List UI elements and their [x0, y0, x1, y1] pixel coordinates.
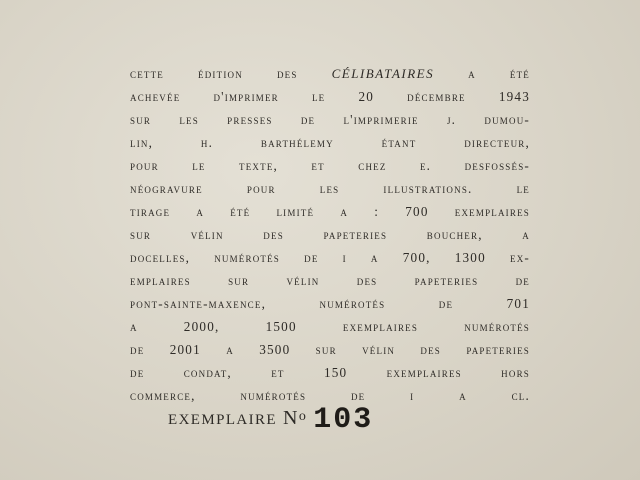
colophon-line: de 2001 a 3500 sur vélin des papeteries — [130, 342, 530, 357]
colophon-line: a 2000, 1500 exemplaires numérotés — [130, 319, 530, 334]
number-abbrev: $N^o$ — [283, 407, 308, 429]
colophon-line: sur les presses de l'imprimerie j. dumou- — [130, 112, 530, 127]
stamped-copy-number: 103 — [313, 403, 374, 437]
colophon-line: commerce, numérotés de i a cl. — [130, 388, 530, 403]
colophon-line: de condat, et 150 exemplaires hors — [130, 365, 530, 380]
book-title: CÉLIBATAIRES — [331, 66, 435, 81]
colophon-line: docelles, numérotés de i a 700, 1300 ex- — [130, 250, 530, 265]
colophon-line: emplaires sur vélin des papeteries de — [130, 273, 530, 288]
copy-label: exemplaire — [168, 405, 277, 429]
colophon-line: lin, h. barthélemy étant directeur, — [130, 135, 530, 150]
colophon-line: pont-sainte-maxence, numérotés de 701 — [130, 296, 530, 311]
copy-number-line — [168, 400, 374, 437]
colophon-line: pour le texte, et chez e. desfossés- — [130, 158, 530, 173]
colophon-text — [130, 62, 530, 407]
colophon-line: achevée d'imprimer le 20 décembre 1943 — [130, 89, 530, 104]
colophon-line: sur vélin des papeteries boucher, a — [130, 227, 530, 242]
colophon-line: cette édition des CÉLIBATAIRES a été — [130, 66, 530, 81]
colophon-line: néogravure pour les illustrations. le — [130, 181, 530, 196]
colophon-line: tirage a été limité a : 700 exemplaires — [130, 204, 530, 219]
